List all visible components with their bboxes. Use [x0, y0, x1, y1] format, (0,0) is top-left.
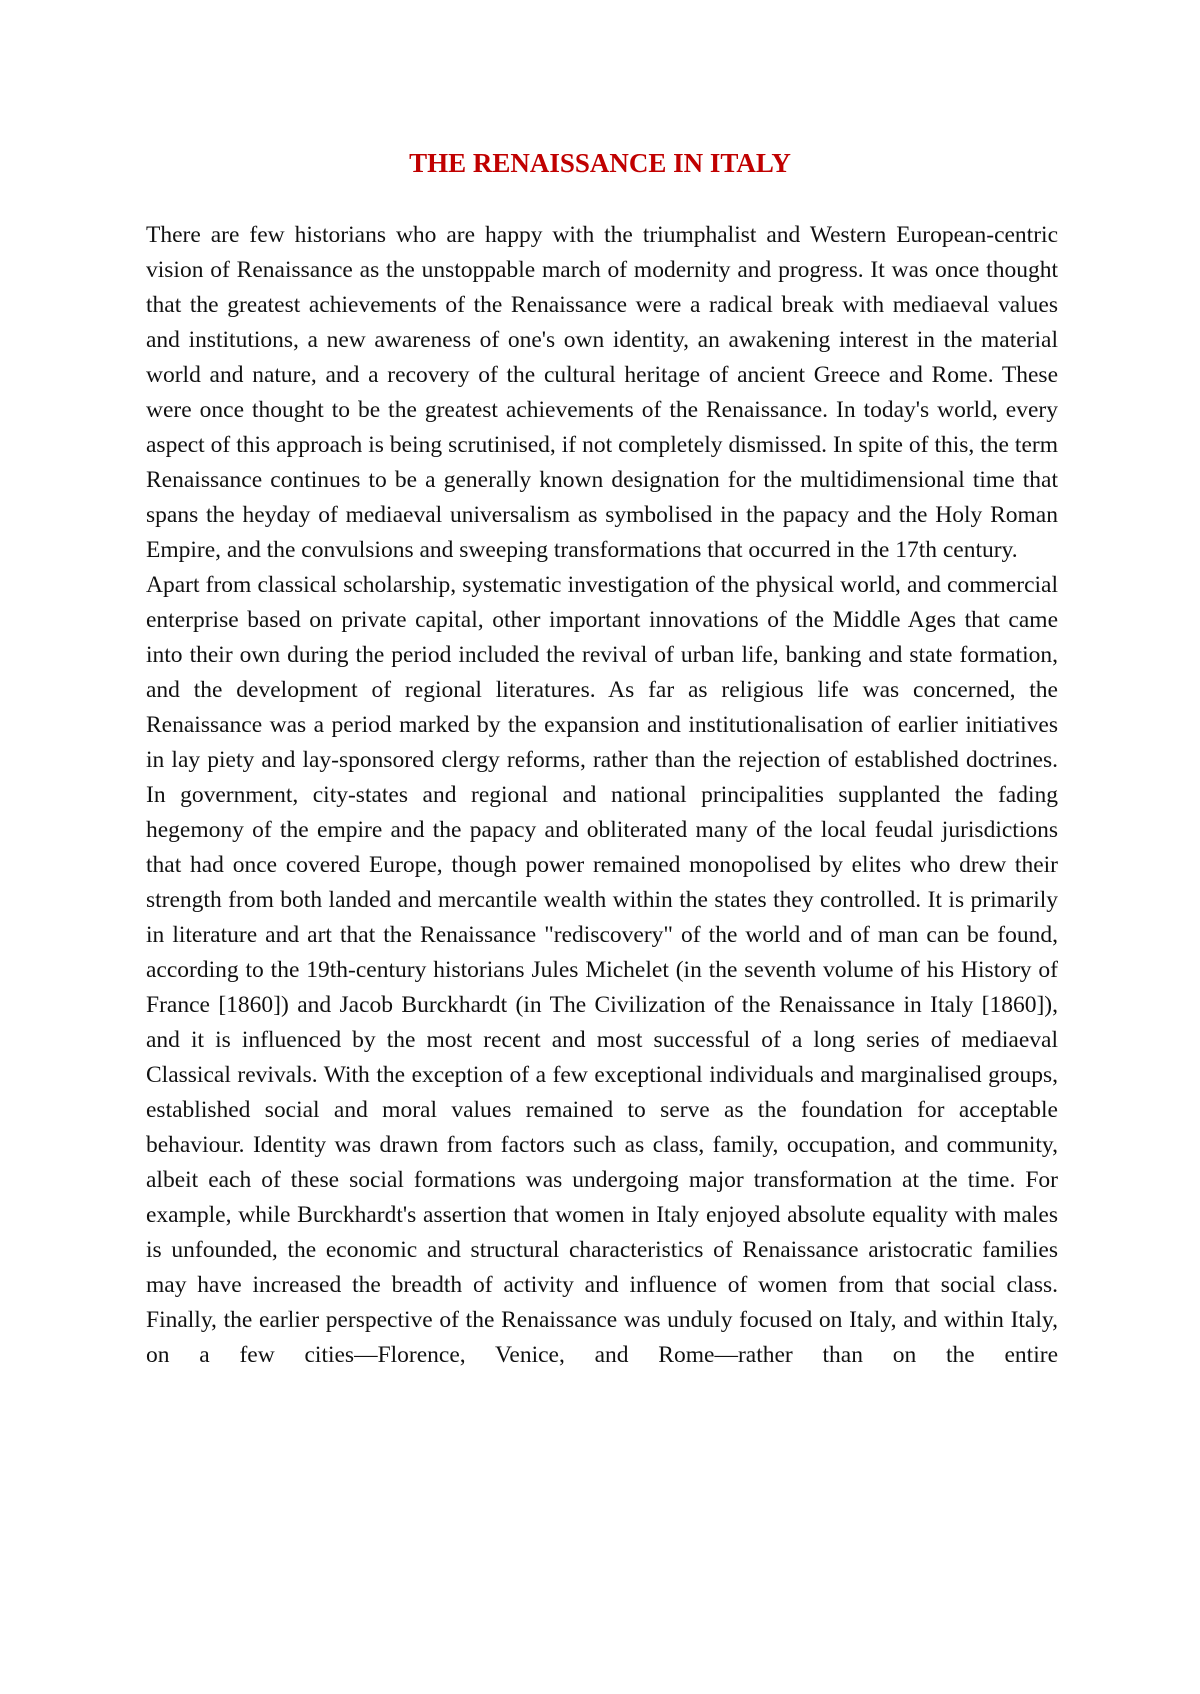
document-title: THE RENAISSANCE IN ITALY	[409, 148, 791, 178]
paragraph-1: There are few historians who are happy with the triumphalist and Western European-centric vision of Renaissance as the unstoppable march of modernity and progress. It was once thought that the greatest achievements of the Renaissance were a radical break with mediaeval values and institutions, a new awareness of one's own identity, an awakening interest in the material world and nature, and a recovery of the cultural heritage of ancient Greece and Rome. These were once thought to be the greatest achievements of the Renaissance. In today's world, every aspect of this approach is being scrutinised, if not completely dismissed. In spite of this, the term Renaissance continues to be a generally known designation for the multidimensional time that spans the heyday of mediaeval universalism as symbolised in the papacy and the Holy Roman Empire, and the convulsions and sweeping transformations that occurred in the 17th century.	[146, 222, 1058, 563]
document-body	[146, 218, 1058, 1373]
paragraph-2: Apart from classical scholarship, systematic investigation of the physical world, and commercial enterprise based on private capital, other important innovations of the Middle Ages that came into their own during the period included the revival of urban life, banking and state formation, and the development of regional literatures. As far as religious life was concerned, the Renaissance was a period marked by the expansion and institutionalisation of earlier initiatives in lay piety and lay-sponsored clergy reforms, rather than the rejection of established doctrines. In government, city-states and regional and national principalities supplanted the fading hegemony of the empire and the papacy and obliterated many of the local feudal jurisdictions that had once covered Europe, though power remained monopolised by elites who drew their strength from both landed and mercantile wealth within the states they controlled. It is primarily in literature and art that the Renaissance "rediscovery" of the world and of man can be found, according to the 19th-century historians Jules Michelet (in the seventh volume of his History of France [1860]) and Jacob Burckhardt (in The Civilization of the Renaissance in Italy [1860]), and it is influenced by the most recent and most successful of a long series of mediaeval Classical revivals. With the exception of a few exceptional individuals and marginalised groups, established social and moral values remained to serve as the foundation for acceptable behaviour. Identity was drawn from factors such as class, family, occupation, and community, albeit each of these social formations was undergoing major transformation at the time. For example, while Burckhardt's assertion that women in Italy enjoyed absolute equality with males is unfounded, the economic and structural characteristics of Renaissance aristocratic families may have increased the breadth of activity and influence of women from that social class. Finally, the earlier perspective of the Renaissance was unduly focused on Italy, and within Italy, on a few cities—Florence, Venice, and Rome—rather than on the entire	[146, 572, 1058, 1368]
